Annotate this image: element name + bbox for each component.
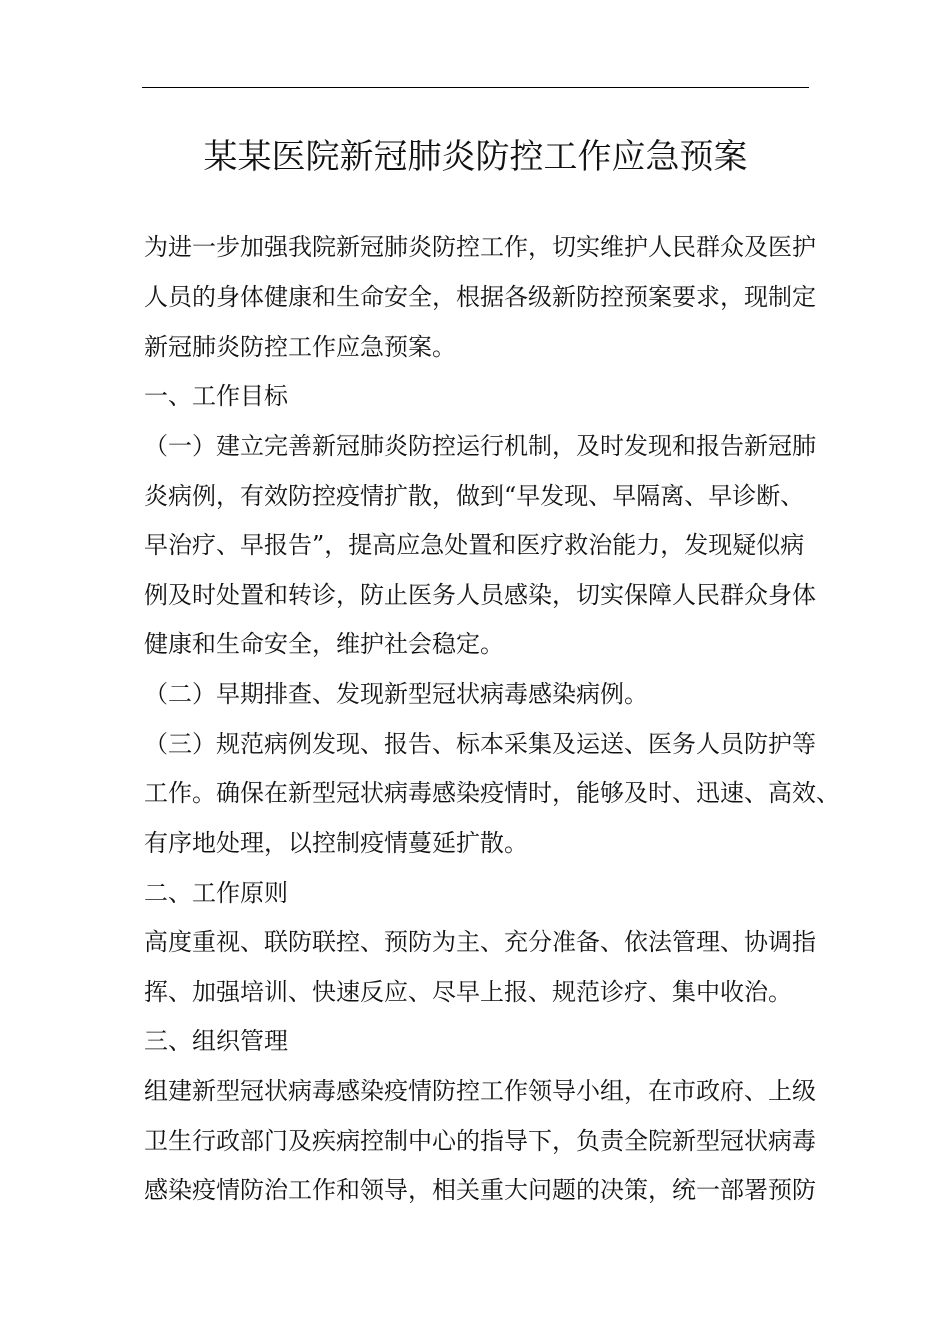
- document-title: 某某医院新冠肺炎防控工作应急预案: [203, 137, 748, 177]
- body-line: 挥、加强培训、快速反应、尽早上报、规范诊疗、集中收治。: [144, 978, 792, 1006]
- body-line: 有序地处理，以控制疫情蔓延扩散。: [144, 829, 528, 857]
- section-heading-organization: 三、组织管理: [144, 1027, 288, 1055]
- body-line: 高度重视、联防联控、预防为主、充分准备、依法管理、协调指: [144, 928, 816, 956]
- section-heading-goals: 一、工作目标: [144, 382, 288, 410]
- body-line: 早治疗、早报告”，提高应急处置和医疗救治能力，发现疑似病: [144, 531, 805, 559]
- body-line: 炎病例，有效防控疫情扩散，做到“早发现、早隔离、早诊断、: [144, 482, 805, 510]
- body-line: 工作。确保在新型冠状病毒感染疫情时，能够及时、迅速、高效、: [144, 779, 840, 807]
- body-line: 组建新型冠状病毒感染疫情防控工作领导小组，在市政府、上级: [144, 1077, 816, 1105]
- body-line: 新冠肺炎防控工作应急预案。: [144, 333, 456, 361]
- body-line: （三）规范病例发现、报告、标本采集及运送、医务人员防护等: [144, 730, 816, 758]
- section-heading-principles: 二、工作原则: [144, 879, 288, 907]
- header-rule: [142, 87, 809, 88]
- body-line: 为进一步加强我院新冠肺炎防控工作，切实维护人民群众及医护: [144, 233, 816, 261]
- body-line: 例及时处置和转诊，防止医务人员感染，切实保障人民群众身体: [144, 581, 816, 609]
- body-line: （一）建立完善新冠肺炎防控运行机制，及时发现和报告新冠肺: [144, 432, 816, 460]
- body-line: （二）早期排查、发现新型冠状病毒感染病例。: [144, 680, 648, 708]
- body-line: 感染疫情防治工作和领导，相关重大问题的决策，统一部署预防: [144, 1176, 816, 1204]
- body-line: 人员的身体健康和生命安全，根据各级新防控预案要求，现制定: [144, 283, 816, 311]
- body-line: 健康和生命安全，维护社会稳定。: [144, 630, 504, 658]
- body-line: 卫生行政部门及疾病控制中心的指导下，负责全院新型冠状病毒: [144, 1127, 816, 1155]
